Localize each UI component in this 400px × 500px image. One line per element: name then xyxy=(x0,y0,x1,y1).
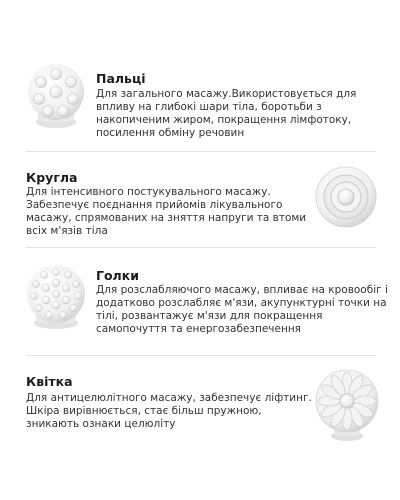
section-description: Для загального масажу.Використовується для впливу на глибокі шари тіла, боротьби з накопиченим жиром, покращення лімфотоку, посилення обміну речовин xyxy=(96,88,357,139)
section-title: Пальці xyxy=(96,71,146,86)
section-title: Голки xyxy=(96,268,139,283)
flower-massage-head-icon xyxy=(314,368,380,444)
section-description: Для інтенсивного постукувального масажу. Забезпечує поєднання прийомів лікувального масажу, спрямованих на зняття напруги та втоми всіх м'язів тіла xyxy=(26,186,307,237)
divider xyxy=(26,355,376,356)
divider xyxy=(26,247,376,248)
section-description: Для антицелюлітного масажу, забезпечує ліфтинг. Шкіра вирівнюється, стає більш пружною, зникають ознаки целюліту xyxy=(26,392,312,430)
section-title: Кругла xyxy=(26,170,78,185)
fingers-massage-head-icon xyxy=(26,62,86,132)
divider xyxy=(26,151,376,152)
needles-massage-head-icon xyxy=(24,262,88,332)
round-massage-head-icon xyxy=(314,165,378,229)
section-description: Для розслабляючого масажу, впливає на кровообіг і додатково розслабляє м'язи, акупунктурні точки на тілі, розвантажує м'язи для покращення самопочуття та енергозабезпечення xyxy=(96,284,388,335)
section-title: Квітка xyxy=(26,374,73,389)
